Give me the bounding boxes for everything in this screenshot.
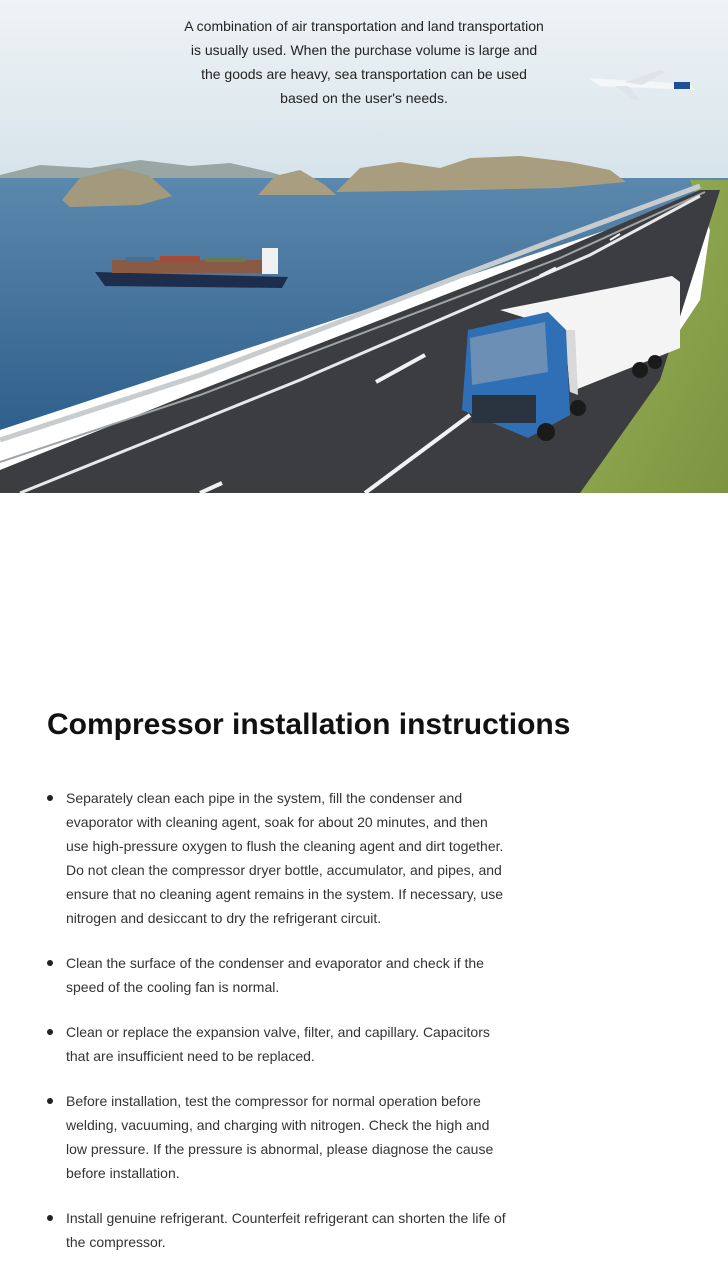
section-title: Compressor installation instructions: [47, 708, 571, 741]
bullet-icon: [47, 795, 53, 801]
list-item: [47, 1089, 507, 1185]
instruction-list: [47, 786, 507, 1254]
list-item-text: Install genuine refrigerant. Counterfeit refrigerant can shorten the life of the compressor.: [66, 1210, 506, 1250]
list-item: [47, 951, 507, 999]
bullet-icon: [47, 1098, 53, 1104]
list-item-text: Clean the surface of the condenser and evaporator and check if the speed of the cooling fan is normal.: [66, 955, 484, 995]
bullet-icon: [47, 960, 53, 966]
list-item: [47, 1206, 507, 1254]
list-item: [47, 1020, 507, 1068]
bullet-icon: [47, 1215, 53, 1221]
list-item-text: Separately clean each pipe in the system, fill the condenser and evaporator with cleaning agent, soak for about 20 minutes, and then use high-pressure oxygen to flush the cleaning agent and dirt together. Do not clean the compressor dryer bottle, accumulator, and pipes, and ensure that no cleaning agent remains in the system. If necessary, use nitrogen and desiccant to dry the refrigerant circuit.: [66, 790, 504, 926]
list-item-text: Clean or replace the expansion valve, filter, and capillary. Capacitors that are insufficient need to be replaced.: [66, 1024, 490, 1064]
bullet-icon: [47, 1029, 53, 1035]
list-item: [47, 786, 507, 930]
hero-banner: [0, 0, 728, 493]
hero-caption: A combination of air transportation and land transportation is usually used. When the purchase volume is large and the goods are heavy, sea transportation can be used based on the user's needs.: [184, 18, 544, 106]
list-item-text: Before installation, test the compressor for normal operation before welding, vacuuming, and charging with nitrogen. Check the high and low pressure. If the pressure is abnormal, please diagnose the cause before installation.: [66, 1093, 494, 1181]
